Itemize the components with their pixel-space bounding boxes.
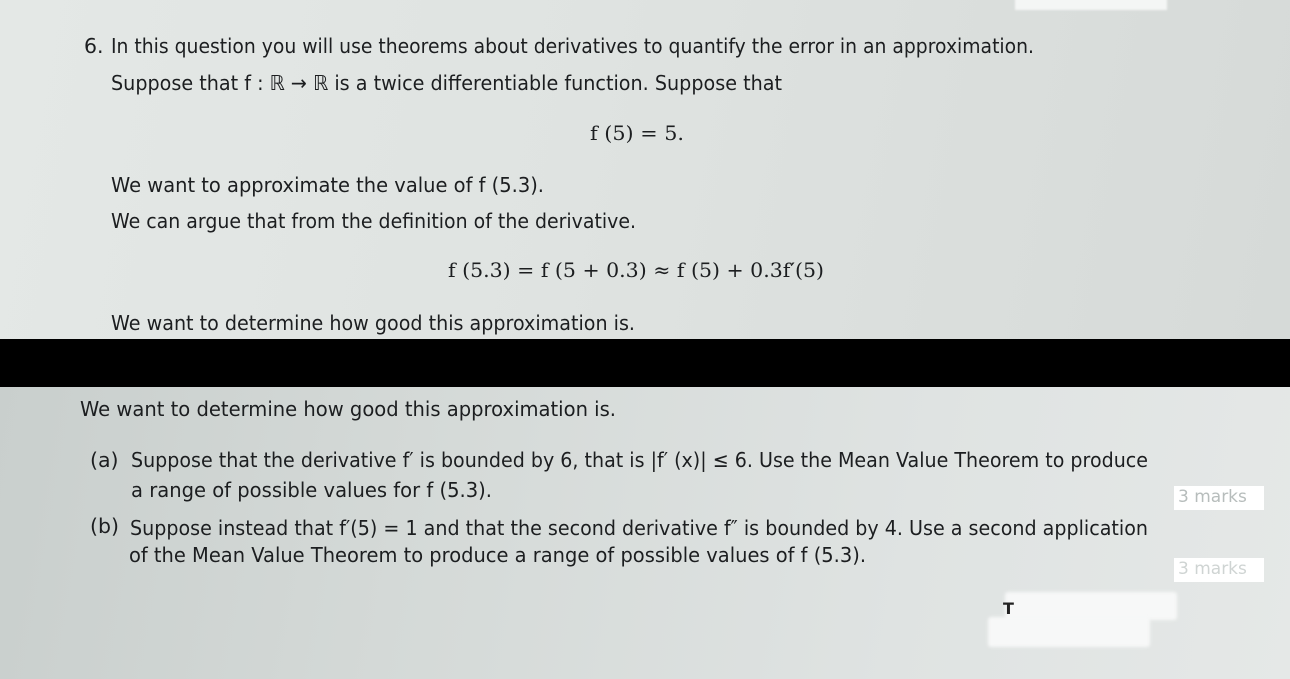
redacted-patch bbox=[1015, 0, 1167, 10]
total-marks-fragment: T bbox=[1003, 599, 1014, 618]
part-a-marks: 3 marks bbox=[1174, 486, 1264, 510]
question-photo-bottom bbox=[0, 387, 1290, 679]
derivative-argument-line: We can argue that from the definition of the derivative. bbox=[111, 209, 636, 233]
function-assumption-line: Suppose that f : ℝ → ℝ is a twice differentiable function. Suppose that bbox=[111, 71, 782, 95]
part-b-text-line: Suppose instead that f′(5) = 1 and that the second derivative f″ is bounded by 4. Use a second application bbox=[130, 516, 1148, 540]
redacted-total-patch bbox=[1005, 592, 1177, 620]
question-intro-line: In this question you will use theorems about derivatives to quantify the error in an approximation. bbox=[111, 34, 1034, 58]
approximation-quality-line: We want to determine how good this approximation is. bbox=[111, 311, 635, 335]
question-number: 6. bbox=[84, 34, 104, 58]
part-b-label: (b) bbox=[90, 514, 120, 538]
question-photo-top bbox=[0, 0, 1290, 339]
approximation-quality-line: We want to determine how good this approximation is. bbox=[80, 397, 616, 421]
linear-approximation-equation: f (5.3) = f (5 + 0.3) ≈ f (5) + 0.3f′(5) bbox=[448, 258, 824, 282]
redacted-total-patch bbox=[988, 617, 1150, 647]
approximation-goal-line: We want to approximate the value of f (5.3). bbox=[111, 173, 544, 197]
part-b-text-line: of the Mean Value Theorem to produce a range of possible values of f (5.3). bbox=[129, 543, 866, 567]
part-a-text-line: a range of possible values for f (5.3). bbox=[131, 478, 492, 502]
part-a-text-line: Suppose that the derivative f′ is bounded by 6, that is |f′ (x)| ≤ 6. Use the Mean Value Theorem to produce bbox=[131, 448, 1148, 472]
given-value-equation: f (5) = 5. bbox=[590, 121, 684, 145]
part-b-marks: 3 marks bbox=[1174, 558, 1264, 582]
part-a-label: (a) bbox=[90, 448, 119, 472]
